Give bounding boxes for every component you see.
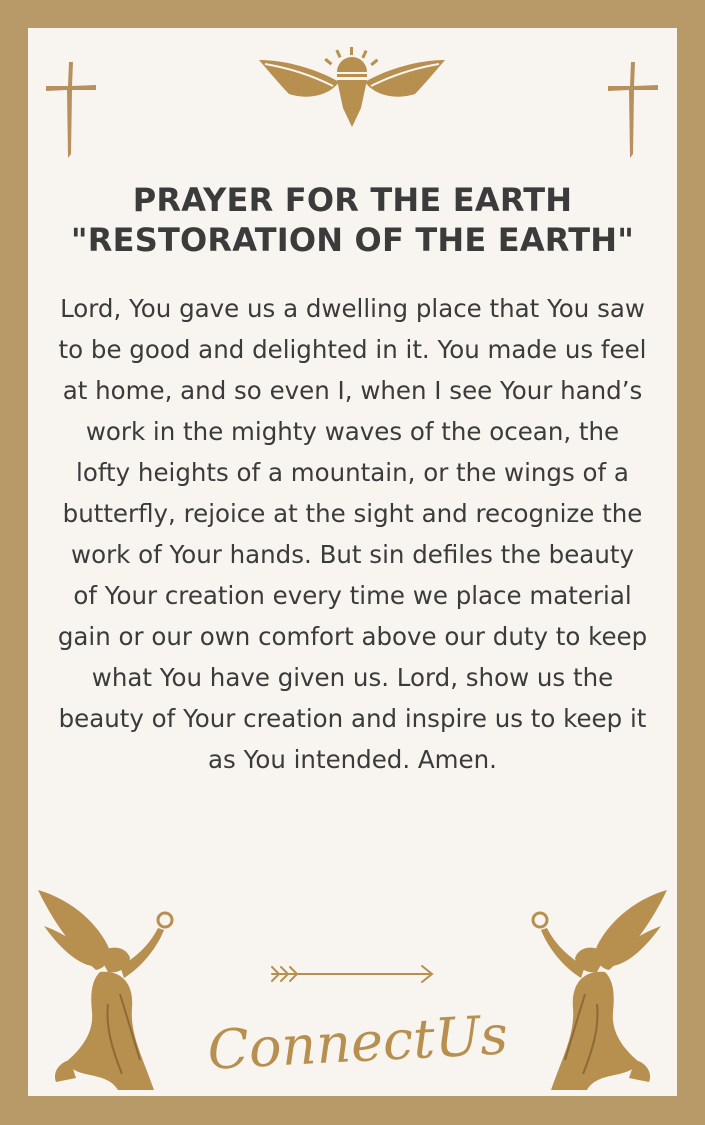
angel-icon [36,884,186,1094]
cross-icon [44,60,98,160]
angel-icon [519,884,669,1094]
prayer-card [28,28,677,1096]
arrow-icon [268,962,438,986]
page-title [28,180,677,260]
prayer-text: Lord, You gave us a dwelling place that You saw to be good and delighted in it. You made us feel at home, and so even I, when I see Your hand’s work in the mighty waves of the ocean, the lofty heights of a mountain, or the wings of a butterfly, rejoice at the sight and recognize the work of Your hands. But sin defiles the beauty of Your creation every time we place material gain or our own comfort above our duty to keep what You have given us. Lord, show us the beauty of Your creation and inspire us to keep it as You intended. Amen. [57,294,648,774]
logo-text: ConnectUs [206,1003,510,1082]
winged-sun-icon [257,46,447,136]
title-line-2: "RESTORATION OF THE EARTH" [70,221,635,259]
cross-icon [606,60,660,160]
title-line-1: PRAYER FOR THE EARTH [132,181,573,219]
connectus-logo [206,1003,510,1083]
